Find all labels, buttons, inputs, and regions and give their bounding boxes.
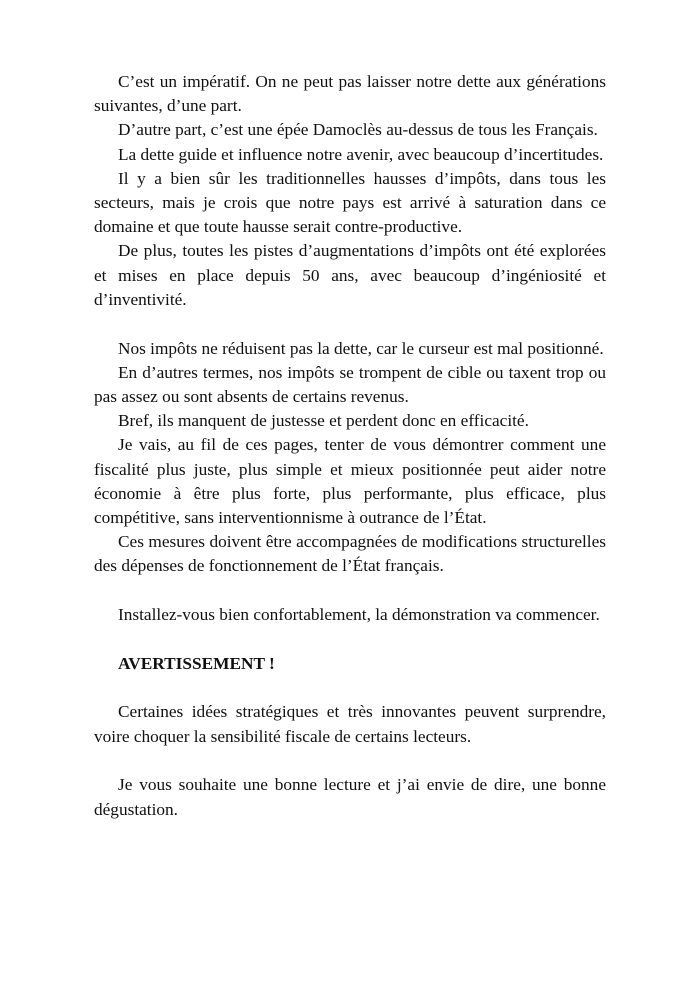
blank-line <box>94 627 606 652</box>
paragraph: Il y a bien sûr les traditionnelles hausses d’impôts, dans tous les secteurs, mais je crois que notre pays est arrivé à saturation dans ce domaine et que toute hausse serait contre-productive. <box>94 168 606 237</box>
paragraph: Ces mesures doivent être accompagnées de modifications structurelles des dépenses de fonctionnement de l’État français. <box>94 532 606 576</box>
blank-line <box>94 312 606 337</box>
paragraph: Bref, ils manquent de justesse et perdent donc en efficacité. <box>118 411 529 431</box>
warning-paragraph: Certaines idées stratégiques et très innovantes peuvent surprendre, voire choquer la sensibilité fiscale de certains lecteurs. <box>94 702 606 746</box>
warning-heading: AVERTISSEMENT ! <box>118 653 275 673</box>
paragraph: De plus, toutes les pistes d’augmentations d’impôts ont été explorées et mises en place depuis 50 ans, avec beaucoup d’ingéniosité et d’inventivité. <box>94 241 606 309</box>
paragraph: La dette guide et influence notre avenir, avec beaucoup d’incertitudes. <box>118 144 604 164</box>
document-page <box>94 70 606 822</box>
paragraph: Je vais, au fil de ces pages, tenter de vous démontrer comment une fiscalité plus juste, plus simple et mieux positionnée peut aider notre économie à être plus forte, plus performante, plus efficace, plus compétitive, sans interventionnisme à outrance de l’État. <box>94 435 606 527</box>
paragraph: En d’autres termes, nos impôts se trompent de cible ou taxent trop ou pas assez ou sont absents de certains revenus. <box>94 362 606 406</box>
paragraph: C’est un impératif. On ne peut pas laisser notre dette aux générations suivantes, d’une part. <box>94 72 606 116</box>
blank-line <box>94 579 606 604</box>
paragraph: Nos impôts ne réduisent pas la dette, car le curseur est mal positionné. <box>118 338 604 358</box>
final-wish-paragraph: Je vous souhaite une bonne lecture et j’ai envie de dire, une bonne dégustation. <box>94 775 606 819</box>
blank-line <box>94 676 606 701</box>
blank-line <box>94 749 606 774</box>
paragraph: D’autre part, c’est une épée Damoclès au-dessus de tous les Français. <box>118 120 598 140</box>
closing-intro-paragraph: Installez-vous bien confortablement, la démonstration va commencer. <box>118 605 600 625</box>
